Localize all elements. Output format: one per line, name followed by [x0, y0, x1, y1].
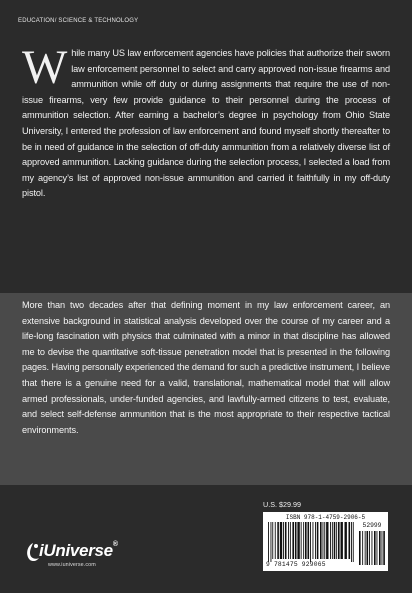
addon-digits: 52999: [362, 522, 382, 529]
barcode-bar: [345, 522, 347, 559]
addon-bar: [382, 531, 383, 565]
barcode-bar: [268, 522, 269, 562]
barcode-bar: [290, 522, 291, 559]
isbn-barcode: [263, 512, 388, 571]
addon-bar: [377, 531, 378, 565]
barcode-bar: [295, 522, 297, 559]
addon-bar: [374, 531, 376, 565]
barcode-bar: [315, 522, 316, 559]
barcode-bar: [341, 522, 343, 559]
barcode-bar: [275, 522, 276, 559]
category-label: EDUCATION/ SCIENCE & TECHNOLOGY: [18, 18, 139, 24]
addon-bar: [362, 531, 363, 565]
barcode-bar: [297, 522, 299, 559]
addon-bar: [369, 531, 370, 565]
publisher-url: www.iuniverse.com: [48, 562, 96, 568]
drop-cap: W: [22, 41, 68, 94]
barcode-bar: [336, 522, 337, 559]
barcode-bar: [338, 522, 340, 559]
addon-bar: [379, 531, 381, 565]
paragraph-1-text: hile many US law enforcement agencies have policies that authorize their sworn law enforcement personnel to select and carry approved non-issue firearms and ammunition while off duty or during assignments that require the use of non-issue firearms, very few provide guidance to their personnel during the process of ammunition selection. After earning a bachelor’s degree in psychology from Ohio State University, I entered the profession of law enforcement and found myself shortly thereafter to be in need of guidance in the selection of off-duty ammunition from a relatively diverse list of approved ammunition. Lacking guidance during the selection process, I selected a load from my agency’s list of approved non-issue ammunition and carried it faithfully in my off-duty pistol.: [22, 48, 390, 199]
addon-bar: [367, 531, 369, 565]
barcode-bar: [288, 522, 289, 559]
addon-bar: [365, 531, 366, 565]
barcode-bar: [334, 522, 336, 559]
description-paragraph-1: [22, 41, 390, 202]
ean-digits: 9 781475 929065: [266, 561, 326, 568]
addon-bar: [359, 531, 361, 565]
barcode-bar: [323, 522, 324, 559]
barcode-bar: [320, 522, 322, 559]
barcode-bar: [349, 522, 351, 559]
barcode-bar: [292, 522, 294, 559]
barcode-bar: [308, 522, 310, 559]
addon-bar: [372, 531, 373, 565]
barcode-bar: [324, 522, 325, 559]
barcode-bar: [301, 522, 302, 559]
publisher-name: iUniverse®: [39, 541, 118, 560]
isbn-text: ISBN 978-1-4759-2906-5: [285, 514, 366, 521]
barcode-bar: [330, 522, 331, 559]
barcode-bar: [285, 522, 287, 559]
barcode-bar: [277, 522, 279, 559]
publisher-logo: [25, 537, 145, 577]
barcode-bar: [332, 522, 333, 559]
barcode-bar: [351, 522, 352, 562]
barcode-bar: [305, 522, 307, 559]
barcode-bar: [313, 522, 314, 559]
barcode-bar: [326, 522, 328, 559]
barcode-bar: [303, 522, 304, 559]
barcode-bar: [283, 522, 284, 559]
description-paragraph-2: More than two decades after that defining moment in my law enforcement career, an extensive background in statistical analysis developed over the course of my career and a life-long fascination with physics that culminated with a minor in that discipline has allowed me to devise the quantitative soft-tissue penetration model that is presented in the following pages. Having personally experienced the demand for such a predictive instrument, I believe that there is a genuine need for a valid, translational, mathematical model that will allow armed professionals, under-funded agencies, and lawfully-armed citizens to test, evaluate, and select self-defense ammunition that is the most appropriate to their respective tactical environments.: [22, 300, 390, 435]
barcode-bar: [280, 522, 282, 559]
price-label: U.S. $29.99: [263, 500, 301, 509]
barcode-bar: [271, 522, 272, 562]
barcode-bar: [272, 522, 273, 559]
barcode-bar: [353, 522, 354, 562]
barcode-bar: [317, 522, 319, 559]
barcode-bar: [310, 522, 311, 562]
addon-bar: [383, 531, 385, 565]
